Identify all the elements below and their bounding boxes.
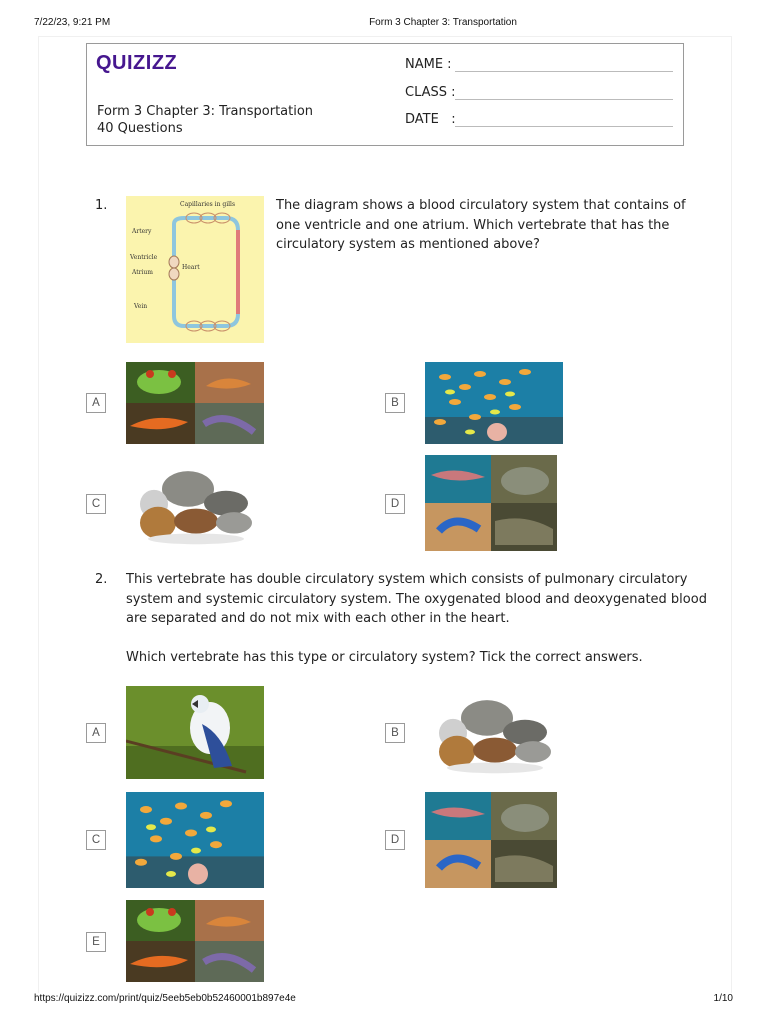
question-1-line-3: circulatory system as mentioned above?: [276, 237, 540, 252]
question-2-line-3: are separated and do not mix with each other in the heart.: [126, 611, 510, 626]
question-2-text: [126, 570, 726, 629]
diagram-title: Capillaries in gills: [180, 201, 236, 208]
q1-option-c-box[interactable]: C: [86, 494, 106, 514]
print-url[interactable]: https://quizizz.com/print/quiz/5eeb5eb0b52460001b897e4e: [34, 993, 296, 1004]
question-1-text: [276, 196, 716, 255]
q1-option-a-image: [126, 362, 264, 444]
question-1-line-2: one ventricle and one atrium. Which vertebrate that has the: [276, 217, 670, 233]
q2-option-e-image: [126, 900, 264, 982]
q1-option-a-box[interactable]: A: [86, 393, 106, 413]
q2-option-b-box[interactable]: B: [385, 723, 405, 743]
q2-option-d-image: [425, 792, 557, 888]
name-field[interactable]: [405, 57, 452, 72]
print-footer: [0, 993, 768, 1007]
diagram-label-artery: Artery: [132, 228, 152, 235]
quiz-title-block: [97, 103, 313, 137]
date-field[interactable]: [405, 112, 456, 127]
q2-option-c-box[interactable]: C: [86, 830, 106, 850]
q1-option-d-box[interactable]: D: [385, 494, 405, 514]
diagram-label-heart: Heart: [182, 264, 200, 271]
print-datetime: 7/22/23, 9:21 PM: [34, 17, 111, 28]
q2-option-c-image: [126, 792, 264, 888]
question-1-diagram: [126, 196, 264, 343]
question-2-number: 2.: [95, 572, 108, 587]
class-field[interactable]: [405, 85, 456, 100]
name-line[interactable]: [455, 71, 673, 72]
print-header: [0, 17, 768, 31]
quizizz-logo: [96, 51, 176, 77]
diagram-label-ventricle: Ventricle: [130, 254, 158, 261]
q1-option-b-box[interactable]: B: [385, 393, 405, 413]
question-count: 40 Questions: [97, 121, 183, 136]
print-doc-title: Form 3 Chapter 3: Transportation: [369, 17, 517, 28]
quiz-title: Form 3 Chapter 3: Transportation: [97, 104, 314, 119]
diagram-label-vein: Vein: [134, 303, 148, 310]
class-label: CLASS :: [405, 85, 456, 100]
q2-option-a-image: [126, 686, 264, 779]
diagram-label-atrium: Atrium: [132, 269, 153, 276]
class-line[interactable]: [455, 99, 673, 100]
q1-option-c-image: [126, 464, 264, 546]
question-2-line-1: This vertebrate has double circulatory system which consists of pulmonary circulatory: [126, 572, 688, 587]
q2-option-d-box[interactable]: D: [385, 830, 405, 850]
q1-option-d-image: [425, 455, 557, 551]
q2-option-e-box[interactable]: E: [86, 932, 106, 952]
date-line[interactable]: [455, 126, 673, 127]
logo-text: QUIZIZZ: [96, 52, 176, 73]
question-2-prompt: Which vertebrate has this type or circulatory system? Tick the correct answers.: [126, 650, 643, 665]
q1-option-b-image: [425, 362, 563, 444]
page-number: 1/10: [713, 993, 733, 1004]
date-label: DATE :: [405, 112, 456, 127]
q2-option-a-box[interactable]: A: [86, 723, 106, 743]
name-label: NAME :: [405, 57, 452, 72]
question-2-line-2: system and systemic circulatory system. The oxygenated blood and deoxygenated blood: [126, 591, 707, 607]
question-1-number: 1.: [95, 198, 108, 213]
question-1-line-1: The diagram shows a blood circulatory system that contains of: [276, 198, 686, 213]
q2-option-b-image: [425, 693, 563, 775]
